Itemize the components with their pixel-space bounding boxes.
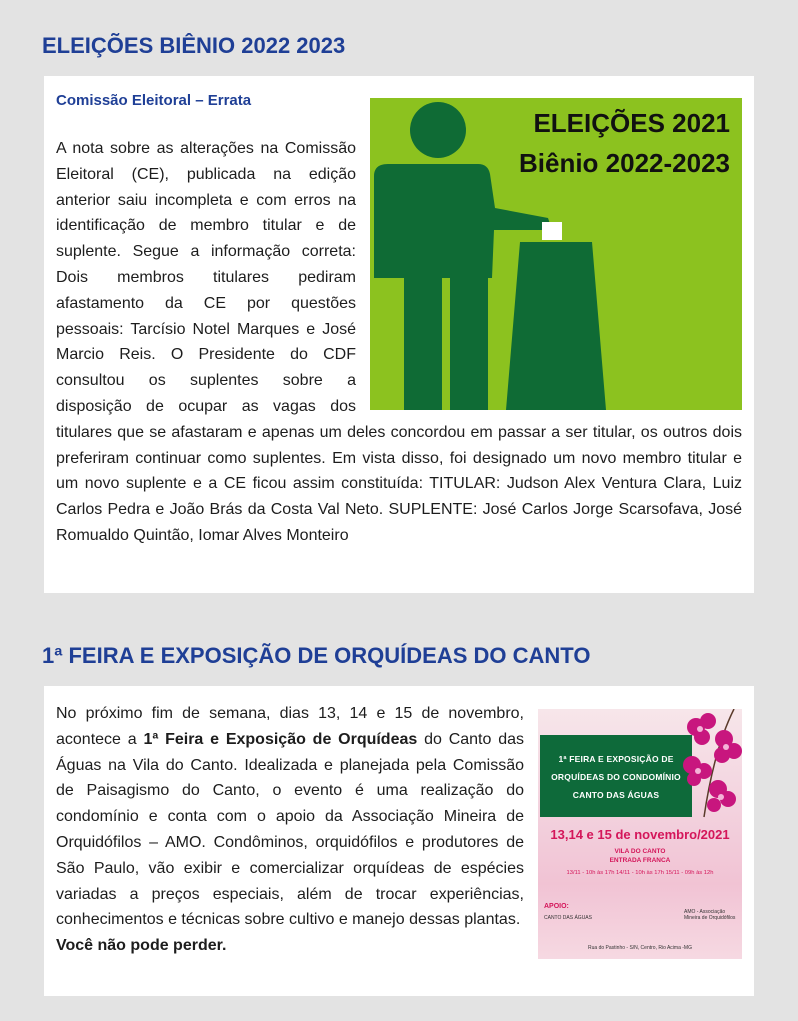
elections-card (44, 76, 754, 593)
poster-logo-canto: CANTO DAS ÁGUAS (544, 915, 592, 921)
poster-support-label: APOIO: (544, 903, 569, 910)
poster-dates: 13,14 e 15 de novembro/2021 (550, 827, 730, 842)
poster-title-line1: 1ª FEIRA E EXPOSIÇÃO DE (558, 754, 674, 764)
orchid-flower-icon (674, 709, 742, 819)
elections-body-text: A nota sobre as alterações na Comissão Eleitoral (CE), publicada na edição anterior saiu incompleta e com erros na identificação de membro titular e de suplente. Segue a informação correta: Dois membros titulares pediram afastamento da CE por questões pessoais: Tarcísio Notel Marques e José Marcio Reis. O Presidente do CDF consultou os suplentes sobre a disposição de ocupar as vagas dos titulares que se afastaram e apenas um deles concordou em passar a ser titular, os outros dois preferiram continuar como suplentes. Em vista disso, foi designado um novo membro titular e um novo suplente e a CE ficou assim constituída: TITULAR: Judson Alex Ventura Clara, Luiz Carlos Pedra e João Brás da Costa Val Neto. SUPLENTE: José Carlos Jorge Scarsofava, José Romualdo Quintão, Iomar Alves Monteiro (56, 140, 742, 544)
poster-entry: ENTRADA FRANCA (609, 857, 671, 864)
voter-ballot-box-icon (370, 98, 742, 410)
orchid-closing: Você não pode perder. (56, 937, 227, 955)
orchid-body-post: do Canto das Águas na Vila do Canto. Idealizada e planejada pela Comissão de Paisagismo do Canto, o evento é uma realização do condomínio e conta com o apoio da Associação Mineira de Orquidófilos – AMO. Condôminos, orquidófilos e produtores de São Paulo, vão exibir e comercializar orquídeas de espécies variadas a preços especiais, além de trocar experiências, conhecimentos e técnicas sobre cultivo e manejo dessas plantas. (56, 730, 524, 929)
orchid-body-bold: 1ª Feira e Exposição de Orquídeas (143, 730, 418, 748)
orchid-fair-card (44, 686, 754, 996)
poster-address: Rua do Pastinho - S/N, Centro, Rio Acima -MG (588, 945, 692, 951)
elections-image (370, 98, 742, 410)
elections-image-line1: ELEIÇÕES 2021 (533, 108, 730, 138)
poster-title-line3: CANTO DAS ÁGUAS (572, 790, 660, 800)
poster-hours: 13/11 - 10h às 17h 14/11 - 10h às 17h 15/11 - 09h às 12h (566, 870, 714, 876)
elections-image-line2: Biênio 2022-2023 (518, 148, 730, 178)
poster-title-line2: ORQUÍDEAS DO CONDOMÍNIO (551, 772, 681, 782)
elections-subheading: Comissão Eleitoral – Errata (56, 92, 252, 109)
poster-venue: VILA DO CANTO (614, 848, 666, 855)
section-title-elections: ELEIÇÕES BIÊNIO 2022 2023 (42, 33, 346, 58)
section-title-orchid-fair: 1ª FEIRA E EXPOSIÇÃO DE ORQUÍDEAS DO CANTO (42, 643, 591, 668)
orchid-fair-poster (538, 709, 742, 959)
orchid-body-pre: No próximo fim de semana, dias 13, 14 e 15 de novembro, acontece a (56, 705, 524, 748)
poster-logo-amo: AMO - Associação Mineira de Orquidófilos (684, 909, 736, 921)
